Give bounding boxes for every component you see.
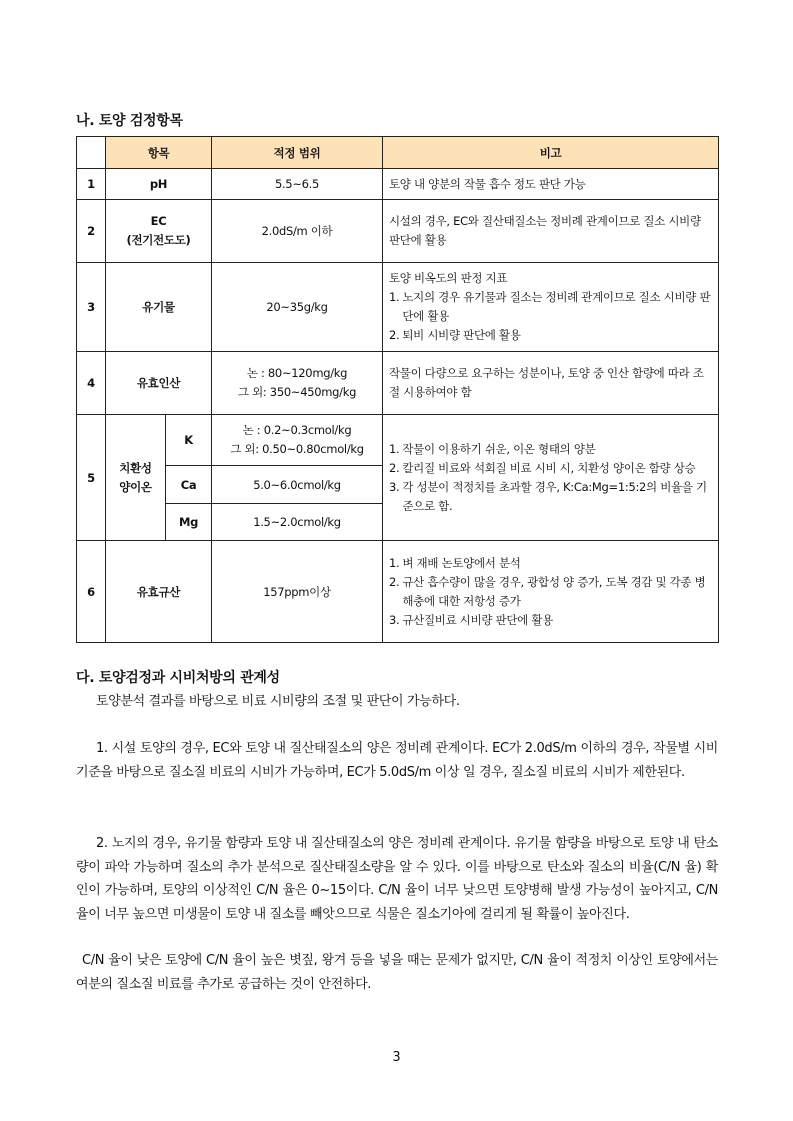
paragraph-open-field: 2. 노지의 경우, 유기물 함량과 토양 내 질산태질소의 양은 정비례 관계이다. 유기물 함량을 바탕으로 토양 내 탄소량이 파악 가능하며 질소의 추가 분석으로 질산태질소량을 알 수 있다. 이를 바탕으로 탄소와 질소의 비율(C/N 율) 확인이 가능하며, 토양의 이상적인 C/N 율은 0~15이다. C/N 율이 너무 낮으면 토양병해 발생 가능성이 높아지고, C/N 율이 너무 높으면 미생물이 토양 내 질소를 빼앗으므로 식물은 질소기아에 걸리게 될 확률이 높아진다. — [76, 836, 718, 922]
paragraph-cn-ratio: C/N 율이 낮은 토양에 C/N 율이 높은 볏짚, 왕겨 등을 넣을 때는 문제가 없지만, C/N 율이 적정치 이상인 토양에서는 여분의 질소질 비료를 추가로 공급하는 것이 안전하다. — [76, 953, 718, 992]
sub-range — [212, 415, 383, 466]
row-range: 2.0dS/m 이하 — [212, 200, 383, 263]
row-number: 4 — [77, 352, 106, 415]
list-text: 각 성분이 적정치를 초과할 경우, K:Ca:Mg=1:5:2의 비율을 기준으로 함. — [402, 479, 707, 513]
list-number: 2. — [389, 574, 400, 589]
row-note — [383, 541, 719, 643]
paragraph-greenhouse: 1. 시설 토양의 경우, EC와 토양 내 질산태질소의 양은 정비례 관계이다. EC가 2.0dS/m 이하의 경우, 작물별 시비기준을 바탕으로 질소질 비료의 시비가 가능하며, EC가 5.0dS/m 이상 일 경우, 질소질 비료의 시비가 제한된다. — [76, 741, 718, 780]
row-range: 157ppm이상 — [212, 541, 383, 643]
row-note: 시설의 경우, EC와 질산태질소는 정비례 관계이므로 질소 시비량 판단에 활용 — [383, 200, 719, 263]
list-item — [389, 459, 712, 478]
sub-item: Ca — [166, 466, 212, 504]
list-text: 규산질비료 시비량 판단에 활용 — [402, 612, 553, 627]
sub-item: Mg — [166, 504, 212, 541]
list-item — [389, 478, 712, 516]
list-item — [389, 554, 712, 573]
row-number: 2 — [77, 200, 106, 263]
list-number: 1. — [389, 555, 400, 570]
row-item-line: 양이온 — [119, 479, 152, 494]
sub-range: 1.5~2.0cmol/kg — [212, 504, 383, 541]
row-item — [106, 415, 166, 541]
header-note: 비고 — [383, 137, 719, 169]
table-row — [77, 263, 719, 352]
list-number: 2. — [389, 460, 400, 475]
row-note: 토양 내 양분의 작물 흡수 정도 판단 가능 — [383, 169, 719, 200]
range-line: 논 : 0.2~0.3cmol/kg — [242, 423, 352, 437]
row-note — [383, 415, 719, 541]
section-heading-soil-test-fertilizer: 다. 토양검정과 시비처방의 관계성 — [76, 670, 280, 686]
list-item — [389, 288, 712, 326]
section-heading-soil-test-items: 나. 토양 검정항목 — [76, 113, 183, 129]
list-item — [389, 440, 712, 459]
row-range: 5.5~6.5 — [212, 169, 383, 200]
intro-paragraph: 토양분석 결과를 바탕으로 비료 시비량의 조절 및 판단이 가능하다. — [96, 694, 460, 709]
table-row — [77, 352, 719, 415]
sub-item: K — [166, 415, 212, 466]
list-text: 퇴비 시비량 판단에 활용 — [402, 328, 521, 342]
table-row — [77, 200, 719, 263]
list-text: 작물이 이용하기 쉬운, 이온 형태의 양분 — [402, 441, 596, 456]
list-number: 3. — [389, 612, 400, 627]
row-item — [106, 200, 212, 263]
table-row — [77, 541, 719, 643]
row-note: 작물이 다량으로 요구하는 성분이나, 토양 중 인산 함량에 따라 조절 시용하여야 함 — [383, 352, 719, 415]
soil-test-items-table — [76, 136, 719, 643]
sub-range: 5.0~6.0cmol/kg — [212, 466, 383, 504]
row-range: 20~35g/kg — [212, 263, 383, 352]
row-item: 유효인산 — [106, 352, 212, 415]
row-item: 유기물 — [106, 263, 212, 352]
page-number: 3 — [392, 1050, 401, 1065]
list-number: 1. — [389, 290, 400, 304]
list-text: 규산 흡수량이 많을 경우, 광합성 양 증가, 도복 경감 및 각종 병해충에 대한 저항성 증가 — [402, 574, 706, 608]
row-item-line: EC — [150, 214, 167, 228]
header-range: 적정 범위 — [212, 137, 383, 169]
row-number: 1 — [77, 169, 106, 200]
range-line: 논 : 80~120mg/kg — [246, 366, 348, 380]
row-range — [212, 352, 383, 415]
header-item: 항목 — [106, 137, 212, 169]
list-number: 2. — [389, 328, 400, 342]
row-item-line: (전기전도도) — [126, 233, 191, 247]
table-row — [77, 169, 719, 200]
row-note — [383, 263, 719, 352]
header-number — [77, 137, 106, 169]
list-number: 3. — [389, 479, 400, 494]
range-line: 그 외: 0.50~0.80cmol/kg — [230, 442, 364, 456]
row-number: 6 — [77, 541, 106, 643]
list-item — [389, 611, 712, 630]
row-item-line: 치환성 — [119, 460, 152, 475]
list-text: 칼리질 비료와 석회질 비료 시비 시, 치환성 양이온 함량 상승 — [402, 460, 696, 475]
list-number: 1. — [389, 441, 400, 456]
note-intro: 토양 비옥도의 판정 지표 — [389, 271, 508, 285]
list-item — [389, 326, 712, 345]
table-header-row — [77, 137, 719, 169]
row-number: 5 — [77, 415, 106, 541]
range-line: 그 외: 350~450mg/kg — [237, 385, 357, 399]
list-text: 노지의 경우 유기물과 질소는 정비례 관계이므로 질소 시비량 판단에 활용 — [402, 290, 711, 323]
list-item — [389, 573, 712, 611]
row-number: 3 — [77, 263, 106, 352]
row-item: 유효규산 — [106, 541, 212, 643]
row-item: pH — [106, 169, 212, 200]
list-text: 벼 재배 논토양에서 분석 — [402, 555, 521, 570]
table-row — [77, 415, 719, 466]
